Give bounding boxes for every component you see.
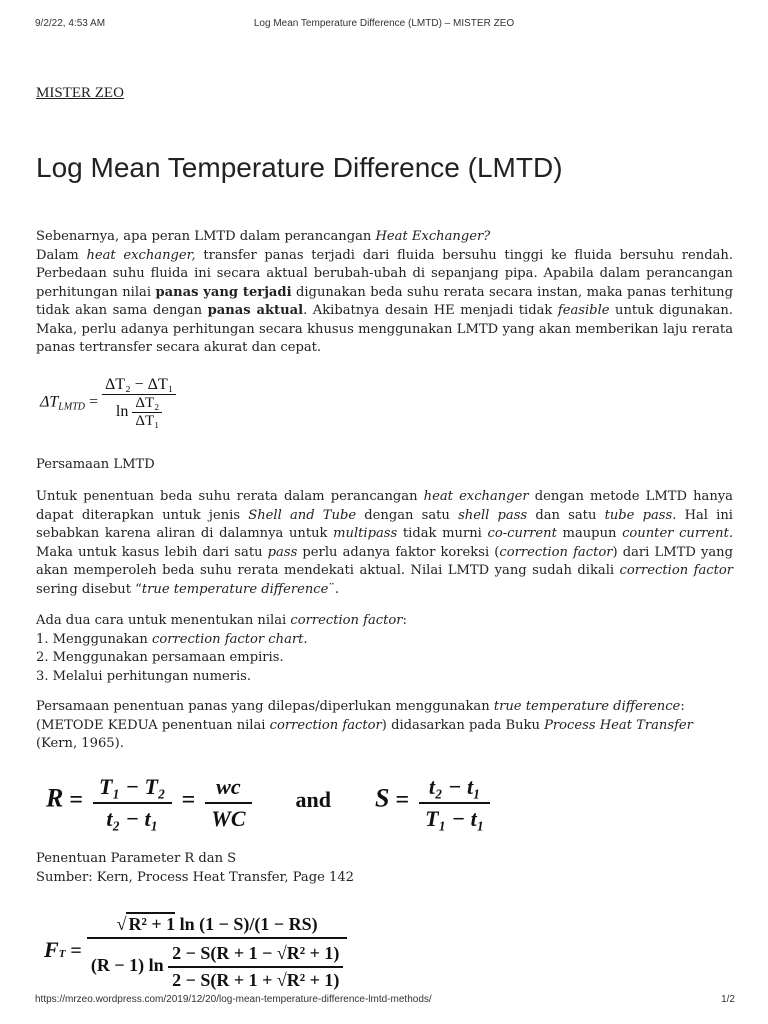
intro-paragraph xyxy=(36,228,733,358)
print-url: https://mrzeo.wordpress.com/2019/12/20/log-mean-temperature-difference-lmtd-methods/ xyxy=(35,994,432,1005)
intro-body: Dalam heat exchanger, transfer panas terjadi dari fluida bersuhu tinggi ke fluida bersuhu rendah. Perbedaan suhu fluida ini secara aktual berubah-ubah di sepanjang pipa. Apabila dalam perancangan perhitungan nilai panas yang terjadi digunakan beda suhu rerata secara instan, maka panas terhitung tidak akan sama dengan panas aktual. Akibatnya desain HE menjadi tidak feasible untuk digunakan. Maka, perlu adanya perhitungan secara khusus menggunakan LMTD yang akan memberikan laju rerata panas tertransfer secara akurat dan cepat. xyxy=(36,247,734,355)
list-item: 1. Menggunakan correction factor chart. xyxy=(36,631,308,647)
site-name-link[interactable]: MISTER ZEO xyxy=(36,85,124,101)
intro-question: Sebenarnya, apa peran LMTD dalam perancangan Heat Exchanger? xyxy=(36,229,491,244)
list-item: 2. Menggunakan persamaan empiris. xyxy=(36,650,284,665)
caption-r-s: Penentuan Parameter R dan S Sumber: Kern, Process Heat Transfer, Page 142 xyxy=(36,851,355,885)
print-datetime: 9/2/22, 4:53 AM xyxy=(35,18,106,29)
ft-formula: FT = √ R² + 1 ln (1 − S)/(1 − RS) (R − 1) ln $\frac{\text{2 − S(R + 1 − √R² + 1)}}{\text{2 − S(R + 1 + √R² + 1)}}$ xyxy=(44,912,464,987)
print-footer xyxy=(0,994,768,1008)
r-s-formula: R = $\frac{\text{T₁ − T₂}}{\text{t₂ − t₁}}$ = $\frac{wc}{WC}$ and S = $\frac{\text{t₂ − t₁}}{\text{T₁ − t₁}}$ xyxy=(46,772,606,836)
ft-fraction: √ R² + 1 ln (1 − S)/(1 − RS) (R − 1) ln $\frac{\text{2 − S(R + 1 − √R² + 1)}}{\text{2 − S(R + 1 + √R² + 1)}}$ xyxy=(87,912,348,995)
lmtd-fraction: ΔT₂ − ΔT₁ ln $\frac{\text{ΔT₂}}{\text{ΔT₁}}$ xyxy=(102,376,176,430)
paragraph-true-temp: Persamaan penentuan panas yang dilepas/diperlukan menggunakan true temperature difference: (METODE KEDUA penentuan nilai correction factor) didasarkan pada Buku Process Heat Transfer (Kern, 1965). xyxy=(36,699,693,751)
caption-lmtd: Persamaan LMTD xyxy=(36,457,155,472)
lmtd-formula: $\Delta T_{LMTD}$ = ΔT₂ − ΔT₁ ln $\frac{\text{ΔT₂}}{\text{ΔT₁}}$ xyxy=(40,376,176,430)
methods-list xyxy=(36,612,733,686)
methods-intro: Ada dua cara untuk menentukan nilai correction factor: xyxy=(36,613,407,628)
print-page-number: 1/2 xyxy=(721,994,735,1005)
list-item: 3. Melalui perhitungan numeris. xyxy=(36,668,252,684)
print-page-title: Log Mean Temperature Difference (LMTD) – MISTER ZEO xyxy=(253,18,515,29)
paragraph-shell-tube: Untuk penentuan beda suhu rerata dalam perancangan heat exchanger dengan metode LMTD hanya dapat diterapkan untuk jenis Shell and Tube dengan satu shell pass dan satu tube pass. Hal ini sebabkan karena aliran di dalamnya untuk multipass tidak murni co-current maupun counter current. Maka untuk kasus lebih dari satu pass perlu adanya faktor koreksi (correction factor) dari LMTD yang akan memperoleh beda suhu rerata mendekati aktual. Nilai LMTD yang sudah dikali correction factor sering disebut “true temperature difference¨. xyxy=(36,489,733,597)
article-title: Log Mean Temperature Difference (LMTD) xyxy=(36,152,563,183)
print-header xyxy=(0,18,768,32)
